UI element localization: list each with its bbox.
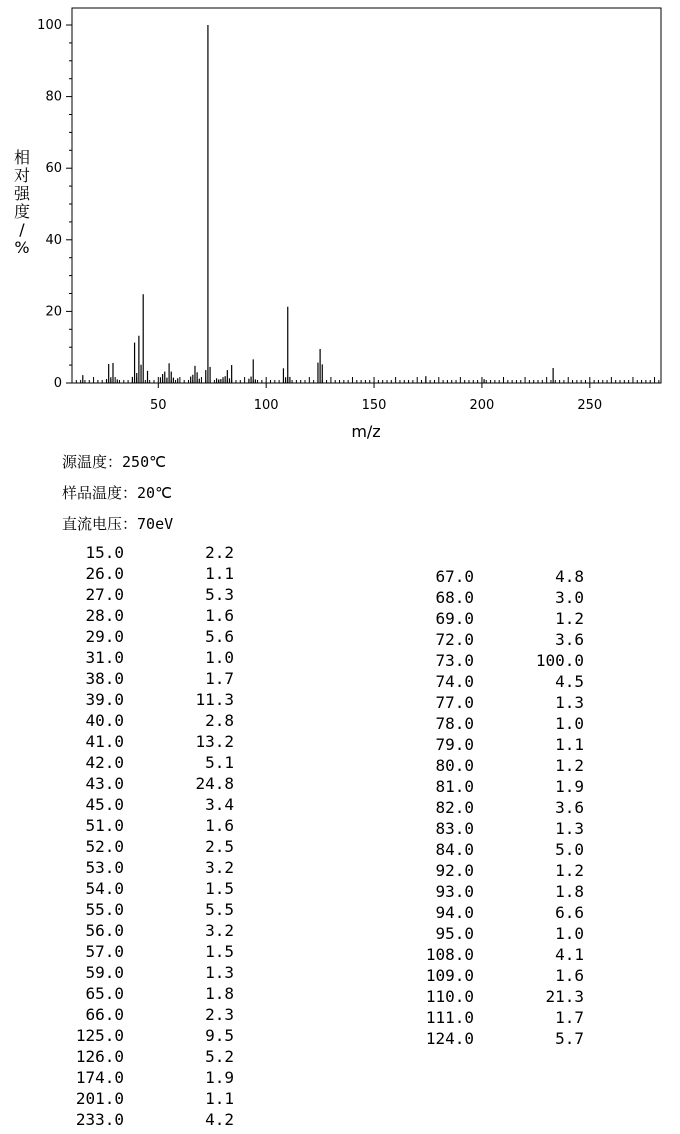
table-row xyxy=(390,797,590,818)
table-row xyxy=(40,773,240,794)
table-row xyxy=(40,857,240,878)
abundance-value: 1.6 xyxy=(555,966,584,985)
abundance-value: 4.8 xyxy=(555,567,584,586)
abundance-value: 1.1 xyxy=(205,564,234,583)
mz-value: 66.0 xyxy=(85,1005,124,1024)
x-tick-label: 250 xyxy=(577,398,603,413)
mz-value: 38.0 xyxy=(85,669,124,688)
abundance-value: 5.0 xyxy=(555,840,584,859)
table-row xyxy=(40,1067,240,1088)
table-row xyxy=(390,734,590,755)
abundance-value: 21.3 xyxy=(545,987,584,1006)
abundance-value: 1.8 xyxy=(205,984,234,1003)
table-row xyxy=(40,731,240,752)
table-row xyxy=(40,878,240,899)
table-row xyxy=(40,1088,240,1109)
x-tick-label: 50 xyxy=(150,398,167,413)
abundance-value: 100.0 xyxy=(535,651,584,670)
abundance-value: 3.6 xyxy=(555,630,584,649)
table-row xyxy=(40,941,240,962)
abundance-value: 1.7 xyxy=(555,1008,584,1027)
abundance-value: 1.2 xyxy=(555,756,584,775)
x-axis-title: m/z xyxy=(351,422,381,441)
table-row xyxy=(40,563,240,584)
abundance-value: 2.5 xyxy=(205,837,234,856)
table-row xyxy=(390,755,590,776)
mz-value: 82.0 xyxy=(435,798,474,817)
condition-line xyxy=(62,513,173,534)
y-tick-label: 40 xyxy=(45,232,62,248)
y-tick-label: 100 xyxy=(37,18,62,33)
mz-value: 27.0 xyxy=(85,585,124,604)
abundance-value: 1.5 xyxy=(205,879,234,898)
abundance-value: 4.2 xyxy=(205,1110,234,1129)
mz-value: 73.0 xyxy=(435,651,474,670)
table-row xyxy=(390,818,590,839)
condition-value: 250℃ xyxy=(122,453,166,471)
abundance-value: 1.9 xyxy=(555,777,584,796)
abundance-value: 1.3 xyxy=(555,693,584,712)
mz-value: 201.0 xyxy=(75,1089,124,1108)
abundance-value: 4.1 xyxy=(555,945,584,964)
abundance-value: 1.0 xyxy=(205,648,234,667)
y-tick-label: 0 xyxy=(53,376,62,391)
table-row xyxy=(40,962,240,983)
table-row xyxy=(390,692,590,713)
mz-value: 67.0 xyxy=(435,567,474,586)
x-tick-label: 200 xyxy=(469,398,495,413)
abundance-value: 2.3 xyxy=(205,1005,234,1024)
abundance-value: 5.3 xyxy=(205,585,234,604)
y-tick-label: 80 xyxy=(45,89,62,105)
mz-value: 78.0 xyxy=(435,714,474,733)
mz-value: 43.0 xyxy=(85,774,124,793)
table-row xyxy=(40,689,240,710)
mz-value: 52.0 xyxy=(85,837,124,856)
peak-table-left xyxy=(40,542,240,1132)
table-row xyxy=(40,584,240,605)
mz-value: 40.0 xyxy=(85,711,124,730)
mz-value: 54.0 xyxy=(85,879,124,898)
mz-value: 26.0 xyxy=(85,564,124,583)
condition-label: 直流电压： xyxy=(62,515,138,533)
mz-value: 77.0 xyxy=(435,693,474,712)
table-row xyxy=(40,1046,240,1067)
mz-value: 81.0 xyxy=(435,777,474,796)
mz-value: 94.0 xyxy=(435,903,474,922)
mz-value: 59.0 xyxy=(85,963,124,982)
mz-value: 45.0 xyxy=(85,795,124,814)
mz-value: 111.0 xyxy=(425,1008,474,1027)
abundance-value: 1.3 xyxy=(205,963,234,982)
mz-value: 53.0 xyxy=(85,858,124,877)
mz-value: 74.0 xyxy=(435,672,474,691)
table-row xyxy=(40,668,240,689)
abundance-value: 9.5 xyxy=(205,1026,234,1045)
abundance-value: 1.8 xyxy=(555,882,584,901)
table-row xyxy=(390,923,590,944)
x-tick-label: 100 xyxy=(253,398,279,413)
abundance-value: 1.0 xyxy=(555,714,584,733)
mz-value: 125.0 xyxy=(75,1026,124,1045)
table-row xyxy=(40,626,240,647)
mz-value: 69.0 xyxy=(435,609,474,628)
mz-value: 233.0 xyxy=(75,1110,124,1129)
mz-value: 84.0 xyxy=(435,840,474,859)
mz-value: 126.0 xyxy=(75,1047,124,1066)
abundance-value: 11.3 xyxy=(195,690,234,709)
mz-value: 39.0 xyxy=(85,690,124,709)
mz-value: 28.0 xyxy=(85,606,124,625)
table-row xyxy=(40,1025,240,1046)
table-row xyxy=(40,752,240,773)
condition-value: 70eV xyxy=(137,515,174,533)
abundance-value: 5.2 xyxy=(205,1047,234,1066)
table-row xyxy=(390,776,590,797)
abundance-value: 13.2 xyxy=(195,732,234,751)
x-tick-label: 150 xyxy=(361,398,387,413)
mz-value: 31.0 xyxy=(85,648,124,667)
table-row xyxy=(390,650,590,671)
abundance-value: 2.8 xyxy=(205,711,234,730)
table-row xyxy=(390,566,590,587)
condition-value: 20℃ xyxy=(137,484,172,502)
mz-value: 15.0 xyxy=(85,543,124,562)
mz-value: 55.0 xyxy=(85,900,124,919)
condition-label: 源温度： xyxy=(62,453,123,471)
mz-value: 108.0 xyxy=(425,945,474,964)
mz-value: 80.0 xyxy=(435,756,474,775)
abundance-value: 1.1 xyxy=(555,735,584,754)
table-row xyxy=(390,965,590,986)
abundance-value: 1.3 xyxy=(555,819,584,838)
mz-value: 29.0 xyxy=(85,627,124,646)
table-row xyxy=(390,1028,590,1049)
mz-value: 83.0 xyxy=(435,819,474,838)
table-row xyxy=(40,836,240,857)
abundance-value: 1.0 xyxy=(555,924,584,943)
mz-value: 42.0 xyxy=(85,753,124,772)
mz-value: 124.0 xyxy=(425,1029,474,1048)
abundance-value: 1.5 xyxy=(205,942,234,961)
table-row xyxy=(390,629,590,650)
table-row xyxy=(390,986,590,1007)
abundance-value: 6.6 xyxy=(555,903,584,922)
abundance-value: 1.2 xyxy=(555,609,584,628)
abundance-value: 24.8 xyxy=(195,774,234,793)
mz-value: 72.0 xyxy=(435,630,474,649)
table-row xyxy=(390,839,590,860)
abundance-value: 5.5 xyxy=(205,900,234,919)
mz-value: 109.0 xyxy=(425,966,474,985)
mz-value: 95.0 xyxy=(435,924,474,943)
mass-spectrum-chart xyxy=(0,0,680,450)
abundance-value: 3.6 xyxy=(555,798,584,817)
table-row xyxy=(40,605,240,626)
table-row xyxy=(40,899,240,920)
table-row xyxy=(40,1004,240,1025)
abundance-value: 4.5 xyxy=(555,672,584,691)
condition-label: 样品温度： xyxy=(62,484,138,502)
table-row xyxy=(390,587,590,608)
table-row xyxy=(40,920,240,941)
abundance-value: 1.6 xyxy=(205,816,234,835)
table-row xyxy=(40,1109,240,1130)
table-row xyxy=(40,983,240,1004)
mz-value: 65.0 xyxy=(85,984,124,1003)
table-row xyxy=(40,647,240,668)
table-row xyxy=(40,710,240,731)
mz-value: 51.0 xyxy=(85,816,124,835)
peak-table-right xyxy=(390,566,590,1051)
y-axis-title: 相对强度/ % xyxy=(13,148,31,257)
table-row xyxy=(390,881,590,902)
abundance-value: 1.2 xyxy=(555,861,584,880)
abundance-value: 3.2 xyxy=(205,858,234,877)
table-row xyxy=(40,542,240,563)
mz-value: 174.0 xyxy=(75,1068,124,1087)
abundance-value: 2.2 xyxy=(205,543,234,562)
abundance-value: 3.2 xyxy=(205,921,234,940)
mz-value: 79.0 xyxy=(435,735,474,754)
mz-value: 41.0 xyxy=(85,732,124,751)
table-row xyxy=(390,944,590,965)
table-row xyxy=(390,671,590,692)
table-row xyxy=(390,608,590,629)
mz-value: 68.0 xyxy=(435,588,474,607)
mz-value: 92.0 xyxy=(435,861,474,880)
abundance-value: 1.7 xyxy=(205,669,234,688)
table-row xyxy=(390,1007,590,1028)
table-row xyxy=(390,860,590,881)
mz-value: 56.0 xyxy=(85,921,124,940)
plot-frame xyxy=(72,8,661,383)
abundance-value: 3.0 xyxy=(555,588,584,607)
abundance-value: 1.6 xyxy=(205,606,234,625)
abundance-value: 5.1 xyxy=(205,753,234,772)
abundance-value: 1.9 xyxy=(205,1068,234,1087)
abundance-value: 3.4 xyxy=(205,795,234,814)
abundance-value: 5.7 xyxy=(555,1029,584,1048)
y-tick-label: 20 xyxy=(45,304,62,320)
condition-line xyxy=(62,482,172,503)
abundance-value: 5.6 xyxy=(205,627,234,646)
mz-value: 93.0 xyxy=(435,882,474,901)
table-row xyxy=(40,815,240,836)
mz-value: 110.0 xyxy=(425,987,474,1006)
table-row xyxy=(390,902,590,923)
table-row xyxy=(390,713,590,734)
y-tick-label: 60 xyxy=(45,161,62,177)
abundance-value: 1.1 xyxy=(205,1089,234,1108)
condition-line xyxy=(62,451,166,472)
table-row xyxy=(40,794,240,815)
mz-value: 57.0 xyxy=(85,942,124,961)
